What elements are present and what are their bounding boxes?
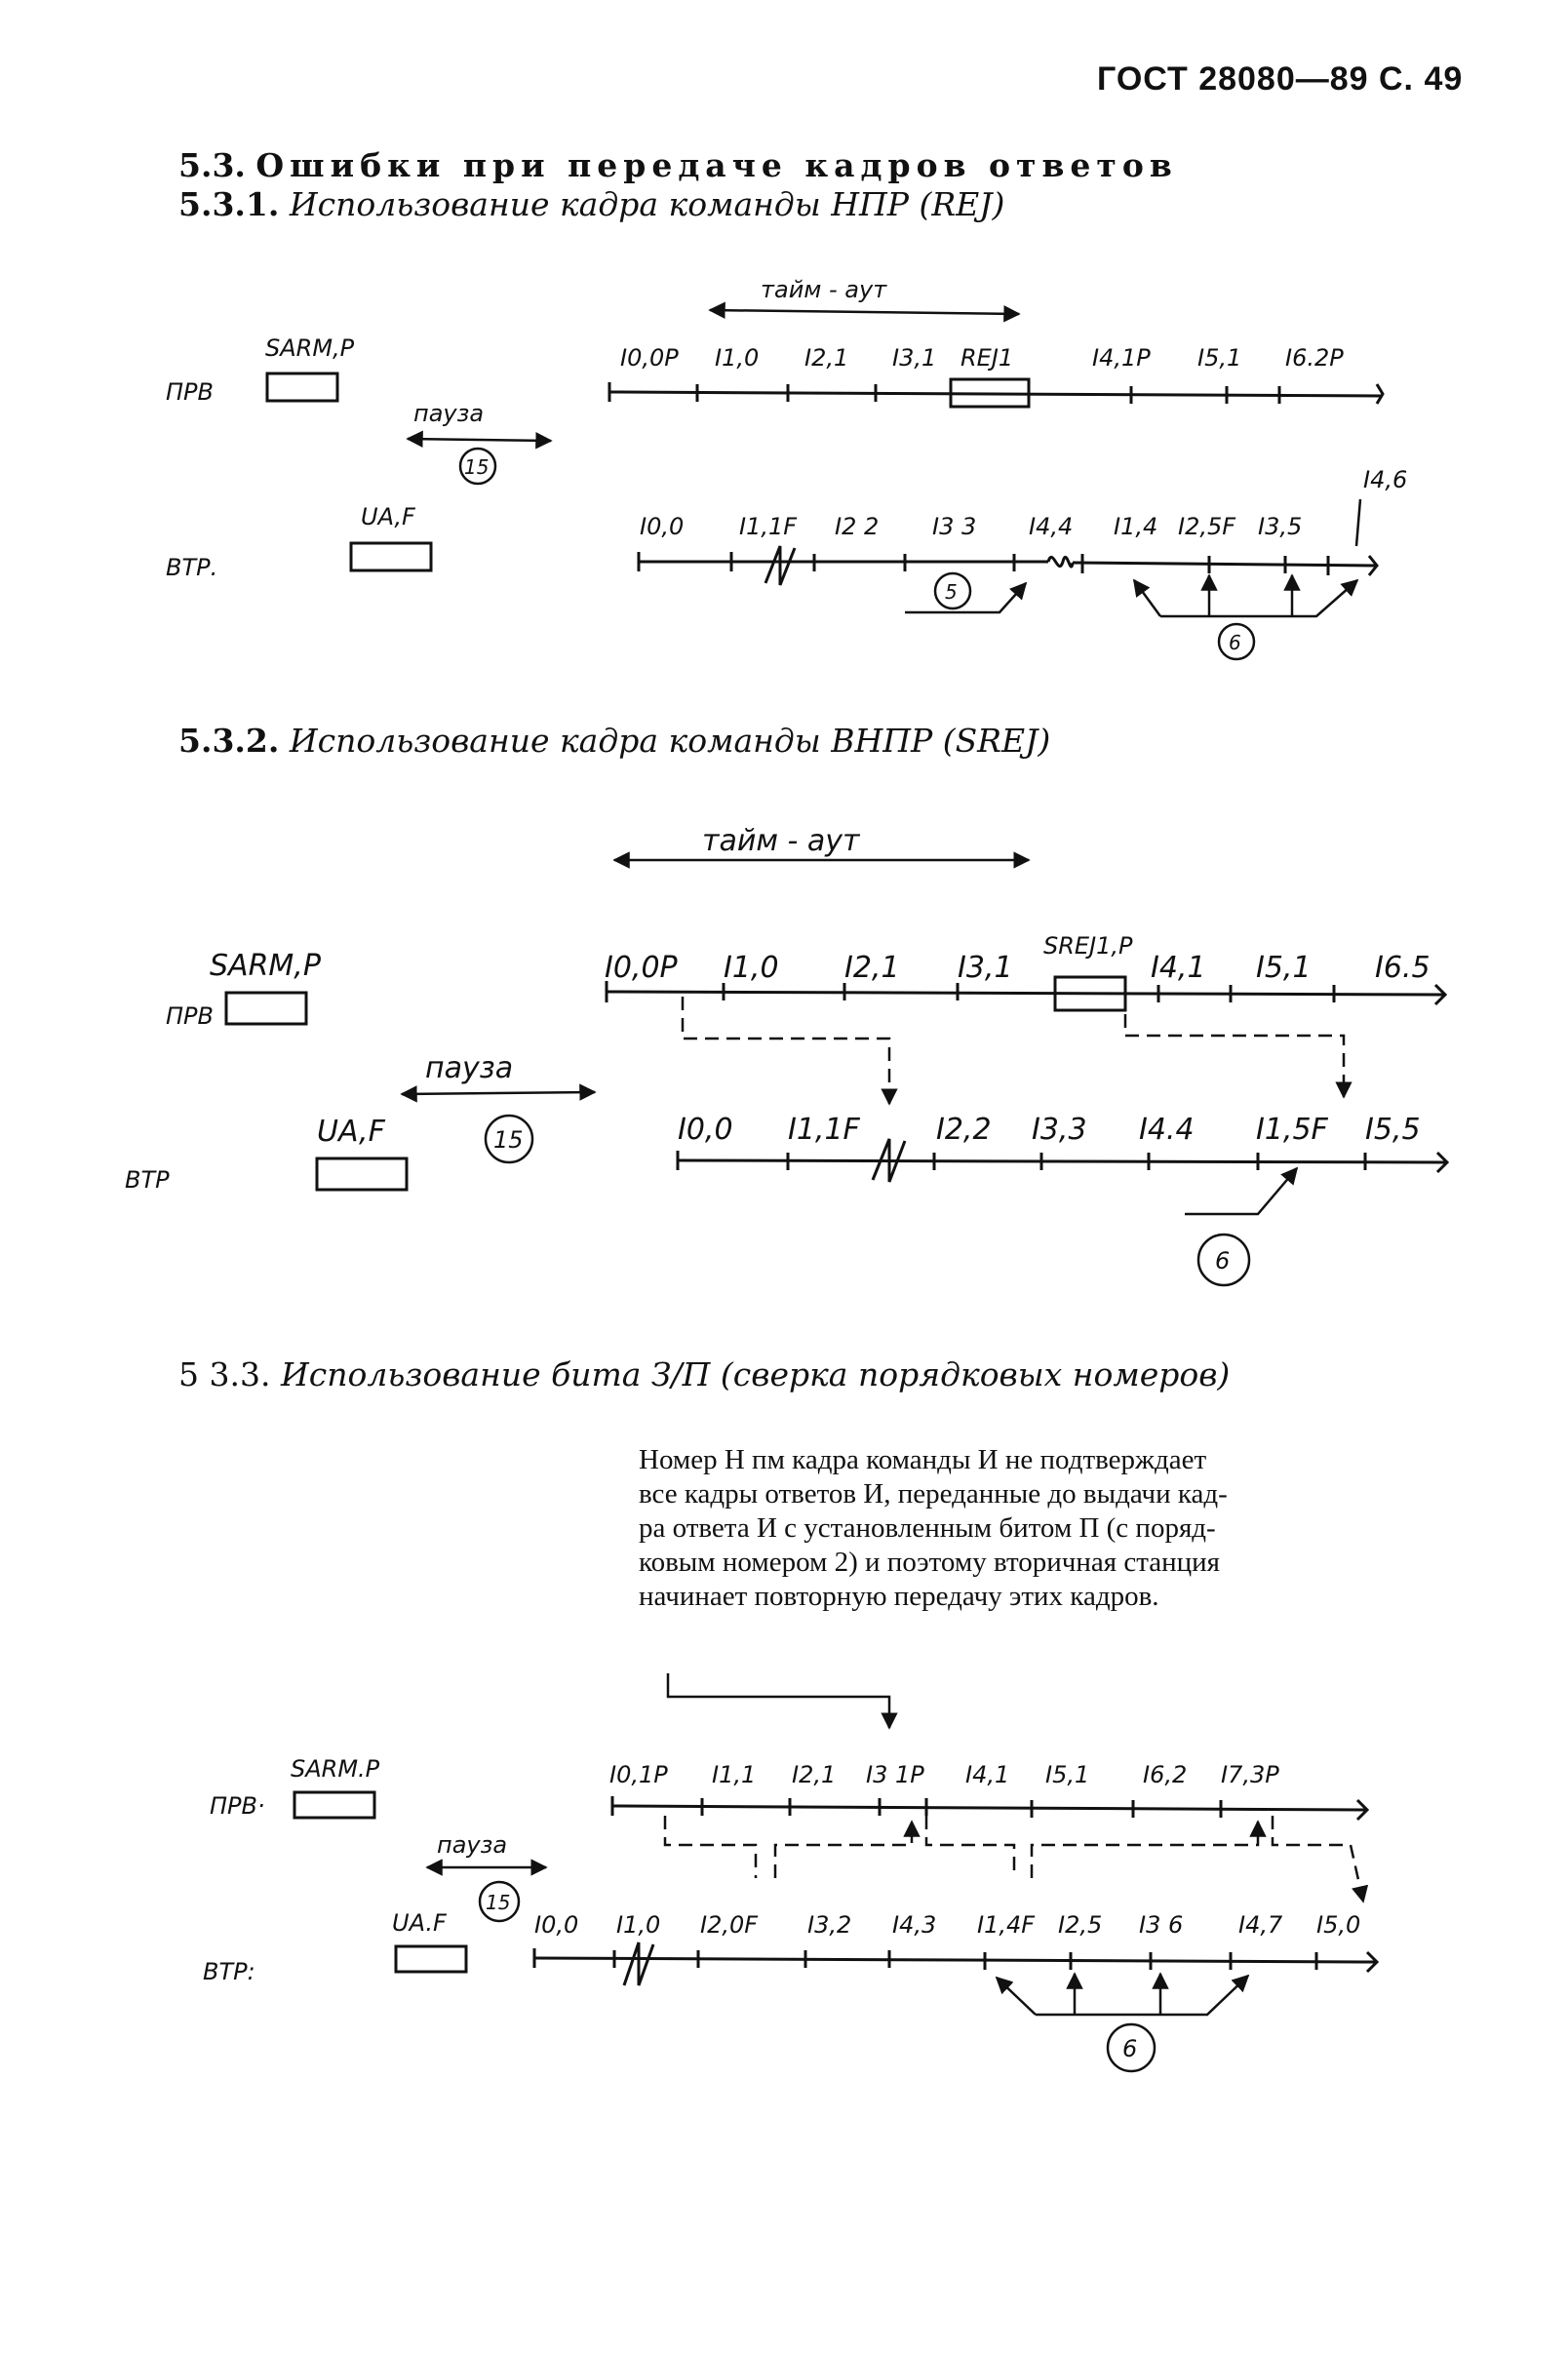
bottom-frame: I2,0F (700, 1911, 759, 1939)
circle-15-label: 15 (493, 1126, 524, 1154)
paragraph-line: Номер Н пм кадра команды И не подтверждает (639, 1444, 1207, 1475)
top-frame: I4,1 (965, 1761, 1010, 1788)
dash-bracket-1-return (775, 1822, 912, 1878)
bottom-frame: I1,0 (616, 1911, 661, 1939)
circle-6-pointer (1185, 1168, 1297, 1214)
diagram-2 (125, 824, 1447, 1285)
sarm-frame (294, 1792, 374, 1818)
vtr-squiggle (1048, 557, 1073, 567)
vtr-label: ВТР: (203, 1958, 255, 1985)
top-frame: I1,1 (712, 1761, 757, 1788)
paragraph-line: начинает повторную передачу этих кадров. (639, 1581, 1159, 1612)
top-frame: I5,1 (1197, 344, 1242, 372)
sarm-frame (267, 373, 337, 401)
bottom-frame: I4.4 (1139, 1113, 1195, 1147)
section-5-3-1-title: Использование кадра команды НПР (REJ) (289, 185, 1005, 223)
top-frame: I2,1 (792, 1761, 837, 1788)
top-frame: I2,1 (844, 951, 900, 985)
top-frame: I6.5 (1375, 951, 1431, 985)
prv-timeline (607, 992, 1443, 995)
sarm-label: SARM,P (265, 334, 355, 362)
circle-5-label: 5 (945, 580, 958, 604)
vtr-timeline (534, 1958, 1375, 1962)
circle-15-label: 15 (464, 455, 490, 479)
vtr-error-mark (765, 546, 795, 585)
vtr-label: ВТР. (166, 554, 218, 581)
srej-to-vtr-arrow-1 (683, 997, 889, 1104)
timeout-arrow (710, 310, 1019, 314)
bottom-frame: I3 6 (1139, 1911, 1184, 1939)
retransmit-arrow-left (1134, 580, 1160, 616)
i46-marker (1356, 499, 1360, 546)
timeout-label: тайм - аут (761, 276, 887, 303)
prv-label: ПРВ (166, 378, 214, 406)
page-header: ГОСТ 28080—89 С. 49 (1097, 60, 1464, 98)
top-frame: SREJ1,P (1043, 932, 1133, 960)
bottom-frame: I1,1F (739, 513, 798, 540)
retransmit-arrow-right (1160, 580, 1357, 616)
top-frame: I3,1 (958, 951, 1013, 985)
bottom-frame: I4,4 (1029, 513, 1074, 540)
bottom-frame: I3,2 (807, 1911, 852, 1939)
ua-frame (396, 1946, 466, 1972)
circle-5-pointer (905, 583, 1026, 612)
top-frame: I4,1P (1092, 344, 1151, 372)
top-frame: I6,2 (1143, 1761, 1188, 1788)
sarm-label: SARM,P (210, 949, 321, 983)
bottom-frame: I2 2 (835, 513, 880, 540)
section-5-3-3-title: Использование бита З/П (сверка порядковых номеров) (280, 1355, 1231, 1393)
ua-label: UA.F (392, 1909, 447, 1937)
vtr-timeline (678, 1160, 1445, 1162)
vtr-error-mark (624, 1942, 653, 1985)
pause-label: пауза (425, 1051, 514, 1085)
pause-label: пауза (413, 400, 485, 427)
diagram-3 (203, 1673, 1377, 2071)
circle-15-label: 15 (486, 1891, 511, 1914)
bottom-frame: I4,3 (892, 1911, 937, 1939)
section-5-3-number: 5.3. (178, 146, 246, 184)
sarm-label: SARM.P (291, 1755, 380, 1783)
section-5-3-3-number: 5 3.3. (178, 1355, 271, 1393)
section-5-3-1-number: 5.3.1. (178, 185, 280, 223)
bottom-frame: I3,5 (1258, 513, 1303, 540)
top-frame: I5,1 (1045, 1761, 1090, 1788)
paragraph-line: ра ответа И с установленным битом П (с поряд- (639, 1512, 1216, 1544)
vtr-timeline (639, 562, 1375, 566)
pause-label: пауза (437, 1831, 508, 1859)
top-frame: I1,0 (724, 951, 779, 985)
dash-bracket-2 (926, 1816, 1014, 1878)
bottom-frame: I5,0 (1316, 1911, 1361, 1939)
ua-label: UA,F (361, 503, 415, 530)
prv-timeline (612, 1806, 1365, 1810)
ua-label: UA,F (317, 1115, 385, 1149)
top-frame: I4,1 (1151, 951, 1206, 985)
pause-arrow (408, 439, 551, 441)
vtr-label: ВТР (125, 1166, 170, 1194)
bottom-frame: I1,4F (977, 1911, 1036, 1939)
top-frame: I0,0P (605, 951, 678, 985)
bottom-frame: I0,0 (678, 1113, 733, 1147)
ua-frame (317, 1158, 407, 1190)
bottom-frame: I4,6 (1363, 466, 1408, 493)
top-frame: I7,3P (1221, 1761, 1279, 1788)
top-frame: I0,0P (620, 344, 679, 372)
diagram-1 (166, 276, 1407, 659)
bottom-frame: I1,5F (1256, 1113, 1328, 1147)
sarm-frame (226, 993, 306, 1024)
paragraph-line: ковым номером 2) и поэтому вторичная станция (639, 1547, 1220, 1578)
top-frame: I1,0 (715, 344, 760, 372)
circle-6-label: 6 (1215, 1247, 1231, 1275)
prv-timeline (609, 392, 1383, 396)
bottom-frame: I4,7 (1238, 1911, 1283, 1939)
bottom-frame: I5,5 (1365, 1113, 1421, 1147)
bottom-frame: I0,0 (534, 1911, 579, 1939)
bottom-frame: I2,2 (936, 1113, 992, 1147)
top-frame: I3 1P (866, 1761, 924, 1788)
circle-6-label: 6 (1229, 631, 1241, 654)
bottom-frame: I3 3 (932, 513, 977, 540)
prv-label: ПРВ· (210, 1792, 265, 1820)
dash-bracket-1 (665, 1816, 756, 1878)
circle-6-label: 6 (1122, 2035, 1138, 2062)
bottom-frame: I3,3 (1032, 1113, 1087, 1147)
top-frame: I3,1 (892, 344, 937, 372)
bottom-frame: I2,5 (1058, 1911, 1103, 1939)
section-5-3-2-title: Использование кадра команды ВНПР (SREJ) (289, 722, 1051, 760)
dash-bracket-3 (1273, 1816, 1363, 1902)
paragraph-line: все кадры ответов И, переданные до выдачи кад- (639, 1478, 1228, 1510)
srej-to-vtr-arrow-2 (1125, 1014, 1344, 1097)
timeout-label: тайм - аут (702, 824, 860, 858)
top-frame: I5,1 (1256, 951, 1312, 985)
bottom-frame: I1,4 (1114, 513, 1158, 540)
top-frame: I2,1 (804, 344, 849, 372)
top-frame: I0,1P (609, 1761, 668, 1788)
dash-bracket-2-return (1032, 1822, 1258, 1878)
prv-label: ПРВ (166, 1002, 214, 1030)
retransmit-arrow-left (997, 1978, 1036, 2015)
section-5-3-title: Ошибки при передаче кадров ответов (255, 146, 1178, 184)
top-frame: I6.2P (1285, 344, 1344, 372)
bottom-frame: I0,0 (640, 513, 685, 540)
section-5-3-2-number: 5.3.2. (178, 722, 280, 760)
top-bracket-arrow (668, 1673, 889, 1728)
top-frame: REJ1 (960, 344, 1014, 372)
ua-frame (351, 543, 431, 570)
bottom-frame: I2,5F (1178, 513, 1236, 540)
bottom-frame: I1,1F (788, 1113, 860, 1147)
pause-arrow (402, 1092, 595, 1094)
retransmit-arrow-right (1036, 1976, 1248, 2015)
